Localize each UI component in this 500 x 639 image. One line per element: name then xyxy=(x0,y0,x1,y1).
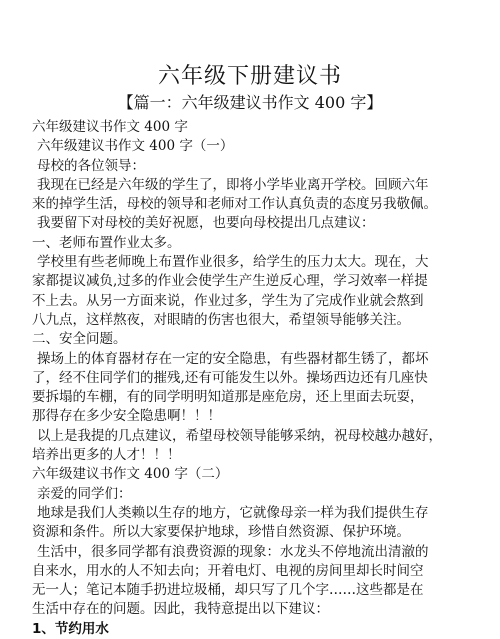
paragraph-line: 生活中存在的问题。因此，我特意提出以下建议： xyxy=(32,601,329,618)
paragraph-line: 培养出更多的人才！！！ xyxy=(32,447,181,464)
paragraph-line: 生活中，很多同学都有浪费资源的现象：水龙头不停地流出清澈的 xyxy=(37,543,429,560)
paragraph-line: 资源和条件。所以大家要保护地球，珍惜自然资源、保护环境。 xyxy=(32,524,410,541)
paragraph-line: 操场上的体育器材存在一定的安全隐患，有些器材都生锈了，都坏 xyxy=(37,350,429,367)
paragraph-line: 自来水，用水的人不知去向；开着电灯、电视的房间里却长时间空 xyxy=(32,562,424,579)
paragraph-line: 以上是我提的几点建议，希望母校领导能够采纳，祝母校越办越好， xyxy=(37,427,442,444)
heading-essay-two: 六年级建议书作文 400 字（二） xyxy=(32,466,229,483)
list-item-save-water: 1、节约用水 xyxy=(32,620,109,637)
paragraph-line: 家都提议减负,过多的作业会使学生产生逆反心理，学习效率一样提 xyxy=(32,273,428,290)
salutation: 母校的各位领导： xyxy=(37,157,145,174)
paragraph-line: 不上去。从另一方面来说，作业过多，学生为了完成作业就会熬到 xyxy=(32,292,424,309)
paragraph-line: 那得存在多少安全隐患啊！！！ xyxy=(32,408,221,425)
document-title: 六年级下册建议书 xyxy=(157,64,342,89)
paragraph-line: 八九点，这样熬夜，对眼睛的伤害也很大，希望领导能够关注。 xyxy=(32,311,410,328)
paragraph-line: 无一人；笔记本随手扔进垃圾桶，却只写了几个字……这些都是在 xyxy=(32,582,424,599)
paragraph-line: 了，经不住同学们的摧残,还有可能发生以外。操场西边还有几座快 xyxy=(32,369,428,386)
salutation: 亲爱的同学们： xyxy=(37,485,132,502)
document-subtitle: 【篇一：六年级建议书作文 400 字】 xyxy=(117,93,383,112)
paragraph-line: 地球是我们人类赖以生存的地方，它就像母亲一样为我们提供生存 xyxy=(37,504,429,521)
document-body xyxy=(32,118,472,639)
heading-essay: 六年级建议书作文 400 字 xyxy=(32,119,188,135)
paragraph-line: 我要留下对母校的美好祝愿，也要向母校提出几点建议： xyxy=(37,215,375,232)
heading-essay-one: 六年级建议书作文 400 字（一） xyxy=(37,138,234,155)
section-heading-homework: 一、老师布置作业太多。 xyxy=(32,234,181,251)
paragraph-line: 来的掉学生活，母校的领导和老师对工作认真负责的态度另我敬佩。 xyxy=(32,196,437,213)
paragraph-line: 学校里有些老师晚上布置作业很多，给学生的压力太大。现在，大 xyxy=(37,254,429,271)
paragraph-line: 要拆塌的车棚，有的同学明明知道那是座危房，还上里面去玩耍， xyxy=(32,389,424,406)
section-heading-safety: 二、安全问题。 xyxy=(32,331,127,348)
paragraph-line: 我现在已经是六年级的学生了，即将小学毕业离开学校。回顾六年 xyxy=(37,176,429,193)
